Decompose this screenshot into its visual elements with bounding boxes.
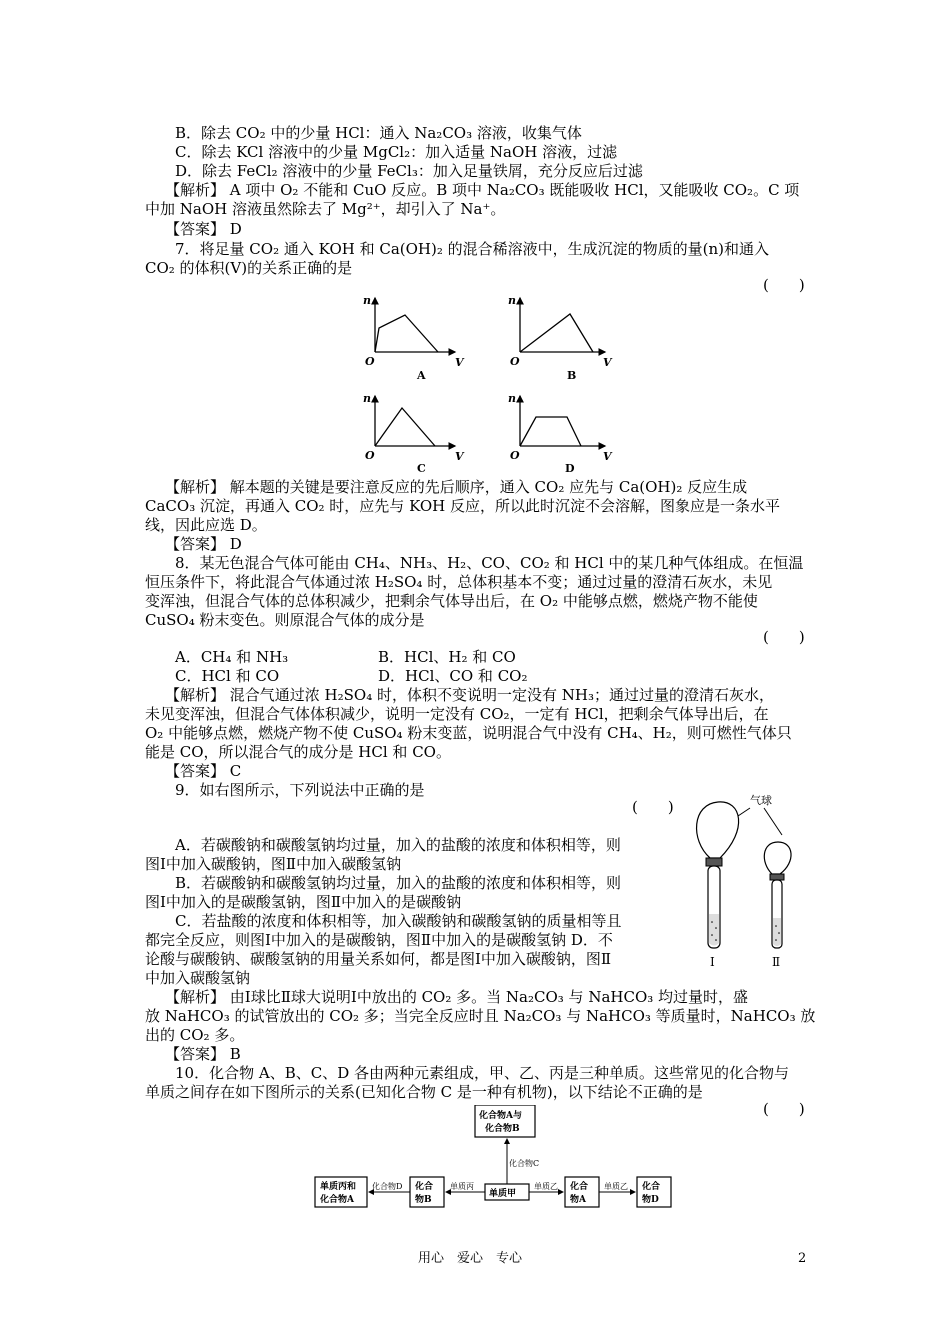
answer-7: 【答案】 D (165, 535, 242, 553)
box-left-line1: 单质丙和 (320, 1182, 357, 1192)
graph-a-label: A (417, 369, 426, 382)
stopper-1 (706, 858, 722, 866)
option-9b: B．若碳酸钠和碳酸氢钠均过量，加入的盐酸的浓度和体积相等，则 (175, 874, 622, 892)
answer-8: 【答案】 C (165, 762, 242, 780)
box-b-line1: 化合 (415, 1182, 434, 1192)
graph-c-label: C (417, 462, 426, 475)
graph-a-v: V (455, 356, 464, 369)
option-9d: 论酸与碳酸钠、碳酸氢钠的用量关系如何，都是图Ⅰ中加入碳酸钠，图Ⅱ (145, 950, 612, 968)
analysis-8-cont2: O₂ 中能够点燃，燃烧产物不使 CuSO₄ 粉末变蓝，说明混合气中没有 CH₄、H₂，则可燃性气体只 (145, 724, 792, 742)
balloon-figure (690, 790, 820, 970)
edge-yi2-label: 单质乙 (604, 1182, 628, 1191)
edge-d-label: 化合物D (372, 1182, 403, 1191)
option-9c-cont: 都完全反应，则图Ⅰ中加入的是碳酸钠，图Ⅱ中加入的是碳酸氢钠 D．不 (145, 931, 613, 949)
graph-b-o: O (510, 355, 520, 368)
answer-6: 【答案】 D (165, 220, 242, 238)
question-7-cont: CO₂ 的体积(V)的关系正确的是 (145, 259, 353, 277)
option-8a: A．CH₄ 和 NH₃ (175, 648, 289, 666)
analysis-7-cont2: 线，因此应选 D。 (145, 516, 267, 534)
box-b-line2: 物B (415, 1195, 432, 1205)
option-6c: C．除去 KCl 溶液中的少量 MgCl₂：加入适量 NaOH 溶液，过滤 (175, 143, 618, 161)
question-8-cont2: 变浑浊，但混合气体的总体积减少，把剩余气体导出后，在 O₂ 中能够点燃，燃烧产物不能使 (145, 592, 758, 610)
box-left-line2: 化合物A (320, 1195, 354, 1205)
option-9b-cont: 图Ⅰ中加入的是碳酸氢钠，图Ⅱ中加入的是碳酸钠 (145, 893, 462, 911)
graph-d-n: n (508, 392, 516, 405)
question-10-cont: 单质之间存在如下图所示的关系(已知化合物 C 是一种有机物)，以下结论不正确的是 (145, 1083, 703, 1101)
option-8b: B．HCl、H₂ 和 CO (378, 648, 516, 666)
page-number: 2 (798, 1251, 807, 1266)
edge-yi1-label: 单质乙 (534, 1182, 558, 1191)
footer-motto: 用心 爱心 专心 (418, 1251, 523, 1266)
balloon-label: 气球 (750, 794, 772, 807)
box-d-line1: 化合 (642, 1182, 661, 1192)
tube-1-label: Ⅰ (710, 955, 715, 969)
option-9c: C．若盐酸的浓度和体积相等，加入碳酸钠和碳酸氢钠的质量相等且 (175, 912, 622, 930)
graph-d-label: D (565, 462, 575, 475)
option-8c: C．HCl 和 CO (175, 667, 280, 685)
option-9a-cont: 图Ⅰ中加入碳酸钠，图Ⅱ中加入碳酸氢钠 (145, 855, 402, 873)
answer-bracket-10: ( ) (763, 1100, 805, 1118)
edge-c-label: 化合物C (509, 1159, 540, 1168)
analysis-6: 【解析】 A 项中 O₂ 不能和 CuO 反应。B 项中 Na₂CO₃ 既能吸收 HCl，又能吸收 CO₂。C 项 (165, 181, 800, 199)
question-7: 7．将足量 CO₂ 通入 KOH 和 Ca(OH)₂ 的混合稀溶液中，生成沉淀的物质的量(n)和通入 (175, 240, 770, 258)
option-9a: A．若碳酸钠和碳酸氢钠均过量，加入的盐酸的浓度和体积相等，则 (175, 836, 621, 854)
box-a-line2: 物A (570, 1195, 586, 1205)
analysis-8: 【解析】 混合气通过浓 H₂SO₄ 时，体积不变说明一定没有 NH₃；通过过量的澄清石灰水， (165, 686, 774, 704)
question-8: 8．某无色混合气体可能由 CH₄、NH₃、H₂、CO、CO₂ 和 HCl 中的某几种气体组成。在恒温 (175, 554, 804, 572)
answer-bracket-8: ( ) (763, 628, 805, 646)
question-9: 9．如右图所示，下列说法中正确的是 (175, 781, 425, 799)
graphs-figure (355, 290, 625, 480)
analysis-9-cont2: 出的 CO₂ 多。 (145, 1026, 245, 1044)
analysis-7: 【解析】 解本题的关键是要注意反应的先后顺序，通入 CO₂ 应先与 Ca(OH)₂ 反应生成 (165, 478, 748, 496)
box-top-line2: 化合物B (485, 1124, 520, 1134)
box-d-line2: 物D (642, 1195, 659, 1205)
graph-d-v: V (603, 450, 612, 463)
graph-a-n: n (363, 294, 371, 307)
balloon-2 (764, 842, 791, 874)
graph-c-v: V (455, 450, 464, 463)
analysis-7-cont1: CaCO₃ 沉淀，再通入 CO₂ 时，应先与 KOH 反应，所以此时沉淀不会溶解，图象应是一条水平 (145, 497, 781, 515)
analysis-6-cont: 中加 NaOH 溶液虽然除去了 Mg²⁺，却引入了 Na⁺。 (145, 200, 506, 218)
edge-bing-label: 单质丙 (450, 1182, 474, 1191)
flow-diagram (300, 1105, 680, 1210)
graph-d-o: O (510, 449, 520, 462)
graph-a-o: O (365, 355, 375, 368)
tube-2-label: Ⅱ (772, 955, 781, 969)
analysis-9: 【解析】 由Ⅰ球比Ⅱ球大说明Ⅰ中放出的 CO₂ 多。当 Na₂CO₃ 与 NaHCO₃ 均过量时，盛 (165, 988, 749, 1006)
graph-d-curve (520, 417, 581, 446)
balloon-1 (697, 802, 739, 858)
question-8-cont3: CuSO₄ 粉末变色。则原混合气体的成分是 (145, 611, 425, 629)
option-8d: D．HCl、CO 和 CO₂ (378, 667, 528, 685)
analysis-9-cont1: 放 NaHCO₃ 的试管放出的 CO₂ 多；当完全反应时且 Na₂CO₃ 与 NaHCO₃ 等质量时，NaHCO₃ 放 (145, 1007, 816, 1025)
graph-b-v: V (603, 356, 612, 369)
option-6b: B．除去 CO₂ 中的少量 HCl：通入 Na₂CO₃ 溶液，收集气体 (175, 124, 582, 142)
question-10: 10．化合物 A、B、C、D 各由两种元素组成，甲、乙、丙是三种单质。这些常见的化合物与 (175, 1064, 789, 1082)
graph-b-label: B (567, 369, 577, 382)
option-9d-cont: 中加入碳酸氢钠 (145, 969, 251, 987)
analysis-8-cont3: 能是 CO，所以混合气的成分是 HCl 和 CO。 (145, 743, 451, 761)
graph-a-curve (375, 315, 438, 352)
question-8-cont1: 恒压条件下，将此混合气体通过浓 H₂SO₄ 时，总体积基本不变；通过过量的澄清石灰水，未见 (145, 573, 773, 591)
graph-b-curve (520, 314, 593, 352)
box-a-line1: 化合 (570, 1182, 589, 1192)
stopper-2 (770, 874, 784, 880)
graph-c-n: n (363, 392, 371, 405)
box-jia-label: 单质甲 (489, 1189, 517, 1199)
option-6d: D．除去 FeCl₂ 溶液中的少量 FeCl₃：加入足量铁屑，充分反应后过滤 (175, 162, 643, 180)
box-top-line1: 化合物A与 (479, 1111, 522, 1121)
graph-c-curve (375, 408, 435, 446)
answer-bracket-7: ( ) (763, 276, 805, 294)
answer-bracket-9: ( ) (632, 798, 674, 816)
analysis-8-cont1: 未见变浑浊，但混合气体体积减少，说明一定没有 CO₂，一定有 HCl，把剩余气体导出后，在 (145, 705, 769, 723)
graph-b-n: n (508, 294, 516, 307)
graph-c-o: O (365, 449, 375, 462)
answer-9: 【答案】 B (165, 1045, 241, 1063)
